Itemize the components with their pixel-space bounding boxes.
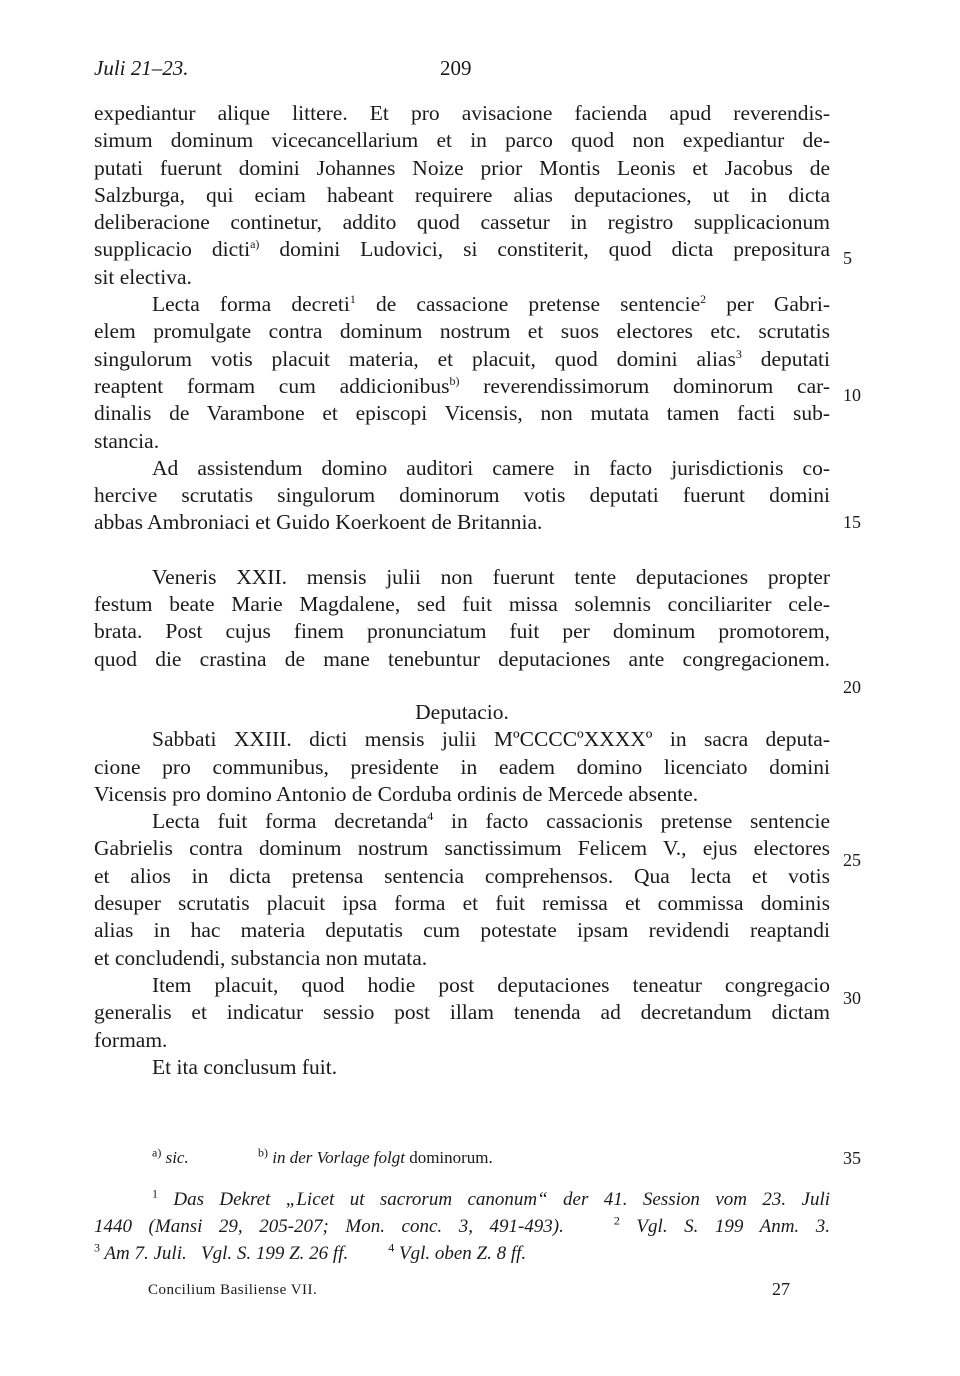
footnote-ref-4: 4 bbox=[427, 808, 434, 823]
apparatus-mark: b) bbox=[258, 1145, 268, 1160]
signature-line: Concilium Basiliense VII. bbox=[148, 1282, 318, 1298]
running-title: Juli 21–23. bbox=[94, 56, 189, 80]
text-line: cione pro communibus, presidente in eadem domino licenciato domini bbox=[94, 754, 830, 779]
apparatus-text: dominorum. bbox=[409, 1148, 493, 1167]
text-run: reverendissimorum dominorum car- bbox=[459, 373, 830, 398]
main-text bbox=[94, 100, 830, 1081]
footnote-mark: 4 bbox=[388, 1240, 395, 1255]
text-line: quod die crastina de mane tenebuntur deputaciones ante congregacionem. bbox=[94, 646, 830, 671]
text-run: in facto cassacionis pretense sentencie bbox=[433, 809, 830, 834]
text-line: expediantur alique littere. Et pro avisacione facienda apud reverendis- bbox=[94, 101, 830, 125]
text-line: hercive scrutatis singulorum dominorum votis deputati fuerunt domini bbox=[94, 483, 830, 508]
line-number: 30 bbox=[843, 988, 861, 1008]
date-numeral: MºCCCCºXXXXº bbox=[493, 727, 653, 752]
footnotes bbox=[94, 1186, 830, 1267]
footnote-ref-1: 1 bbox=[349, 291, 356, 306]
text-line: deliberacione continetur, addito quod cassetur in registro supplicacionum bbox=[94, 210, 830, 235]
footnote-ref-2: 2 bbox=[700, 291, 707, 306]
text-line: dinalis de Varambone et episcopi Vicensis, non mutata tamen facti sub- bbox=[94, 401, 830, 426]
section-heading: Deputacio. bbox=[415, 699, 509, 724]
footnote-mark: 3 bbox=[94, 1240, 100, 1255]
footnote-mark: 2 bbox=[613, 1213, 620, 1228]
text-run: domini Ludovici, si constiterit, quod dicta prepositura bbox=[259, 237, 830, 262]
text-run: deputati bbox=[741, 346, 830, 371]
text-line: Salzburga, qui eciam habeant requirere alias deputaciones, ut in dicta bbox=[94, 182, 830, 207]
text-line: Vicensis pro domino Antonio de Corduba ordinis de Mercede absente. bbox=[94, 781, 699, 806]
text-line: simum dominum vicecancellarium et in parco quod non expediantur de- bbox=[94, 128, 830, 153]
footnote-line bbox=[94, 1240, 830, 1267]
apparatus-text: sic. bbox=[161, 1148, 189, 1167]
page-header bbox=[94, 56, 834, 86]
text-line: sit electiva. bbox=[94, 264, 192, 289]
footnote-text: Das Dekret „Licet ut sacrorum canonum“ der 41. Session vom 23. Juli bbox=[158, 1189, 830, 1210]
paragraph-gap bbox=[94, 673, 830, 699]
text-line: abbas Ambroniaci et Guido Koerkoent de Britannia. bbox=[94, 510, 543, 535]
text-line: generalis et indicatur sessio post illam tenenda ad decretandum dictam bbox=[94, 1000, 830, 1025]
apparatus-ref-b: b) bbox=[449, 373, 460, 388]
text-run: singulorum votis placuit materia, et placuit, quod domini alias bbox=[94, 346, 736, 371]
text-run: Sabbati XXIII. dicti mensis julii bbox=[152, 727, 494, 752]
text-line: Et ita conclusum fuit. bbox=[152, 1054, 338, 1079]
line-number: 35 bbox=[843, 1148, 861, 1168]
text-line: formam. bbox=[94, 1027, 168, 1052]
text-line: stancia. bbox=[94, 428, 160, 453]
footnote-4: Vgl. oben Z. 8 ff. bbox=[394, 1243, 527, 1264]
text-run: in sacra deputa- bbox=[652, 727, 830, 752]
gathering-number: 27 bbox=[772, 1279, 790, 1299]
text-run: supplicacio dicti bbox=[94, 237, 251, 262]
footnote-ref-3: 3 bbox=[735, 346, 742, 361]
text-run: Lecta fuit forma decretanda bbox=[152, 809, 428, 834]
text-line: brata. Post cujus finem pronunciatum fuit per dominum promotorem, bbox=[94, 619, 830, 644]
text-line: Veneris XXII. mensis julii non fuerunt tente deputaciones propter bbox=[152, 564, 830, 589]
text-line: et concludendi, substancia non mutata. bbox=[94, 945, 428, 970]
line-number: 15 bbox=[843, 512, 861, 532]
text-run: Lecta forma decreti bbox=[152, 292, 350, 317]
text-line: putati fuerunt domini Johannes Noize prior Montis Leonis et Jacobus de bbox=[94, 155, 830, 180]
line-number: 10 bbox=[843, 385, 861, 405]
line-number: 20 bbox=[843, 677, 861, 697]
text-line: desuper scrutatis placuit ipsa forma et fuit remissa et commissa dominis bbox=[94, 891, 830, 916]
text-run: per Gabri- bbox=[706, 292, 830, 317]
apparatus-ref-a: a) bbox=[250, 237, 260, 252]
apparatus-mark: a) bbox=[152, 1145, 162, 1160]
paragraph-gap bbox=[94, 537, 830, 564]
text-line bbox=[94, 726, 830, 753]
text-line: alias in hac materia deputatis cum potestate ipsam revidendi reaptandi bbox=[94, 918, 830, 943]
apparatus-note-a bbox=[152, 1145, 189, 1168]
text-run: reaptent formam cum addicionibus bbox=[94, 373, 450, 398]
footnote-line bbox=[94, 1213, 830, 1240]
text-line bbox=[94, 808, 830, 835]
footnote-text: 1440 (Mansi 29, 205-207; Mon. conc. 3, 491-493). bbox=[94, 1216, 564, 1237]
line-number: 5 bbox=[843, 248, 852, 268]
text-line: Item placuit, quod hodie post deputaciones teneatur congregacio bbox=[152, 972, 830, 997]
footnote-mark: 1 bbox=[152, 1186, 158, 1201]
text-line bbox=[94, 373, 830, 400]
text-line: Gabrielis contra dominum nostrum sanctissimum Felicem V., ejus electores bbox=[94, 836, 830, 861]
text-run: de cassacione pretense sentencie bbox=[355, 292, 701, 317]
text-line: Ad assistendum domino auditori camere in facto jurisdictionis co- bbox=[152, 455, 830, 480]
text-line: festum beate Marie Magdalene, sed fuit missa solemnis conciliariter cele- bbox=[94, 592, 830, 617]
text-line: elem promulgate contra dominum nostrum et suos electores etc. scrutatis bbox=[94, 319, 830, 344]
page-number: 209 bbox=[440, 56, 472, 80]
text-line bbox=[94, 236, 830, 263]
line-number: 25 bbox=[843, 850, 861, 870]
footnote-3: Am 7. Juli. Vgl. S. 199 Z. 26 ff. bbox=[100, 1243, 349, 1264]
text-line bbox=[94, 346, 830, 373]
text-line bbox=[94, 291, 830, 318]
apparatus-note-b bbox=[258, 1145, 493, 1168]
text-line: et alios in dicta pretensa sentencia comprehensos. Qua lecta et votis bbox=[94, 863, 830, 888]
apparatus-text: in der Vorlage folgt bbox=[268, 1148, 410, 1167]
footnote-2: Vgl. S. 199 Anm. 3. bbox=[619, 1216, 830, 1237]
footnote-1 bbox=[94, 1186, 830, 1213]
